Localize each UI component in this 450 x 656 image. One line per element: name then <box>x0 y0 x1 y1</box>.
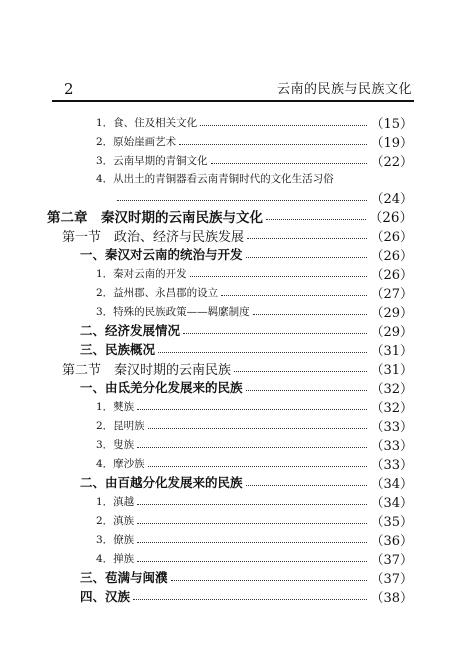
toc-subsection-label: 二、经济发展情况 <box>80 323 181 338</box>
toc-subsection-label: 四、汉族 <box>80 589 131 604</box>
toc-entry-page: （15） <box>370 116 413 132</box>
toc-entry-page: （19） <box>370 135 413 151</box>
dot-leader <box>148 428 368 429</box>
toc-entry-label: 2．原始崖画艺术 <box>96 135 177 148</box>
dot-leader <box>246 257 368 258</box>
toc-subsection-label: 二、由百越分化发展来的民族 <box>80 475 243 490</box>
dot-leader <box>246 485 368 486</box>
dot-leader <box>183 333 367 334</box>
dot-leader <box>200 125 367 126</box>
header-rule <box>52 100 414 102</box>
toc-section-label: 第二节 秦汉时期的云南民族 <box>62 362 232 378</box>
dot-leader <box>247 238 367 239</box>
toc-subsection-label: 一、秦汉对云南的统治与开发 <box>80 247 243 262</box>
toc-entry-label: 1．僰族 <box>96 400 135 413</box>
dot-leader <box>148 466 368 467</box>
dot-leader <box>246 390 368 391</box>
dot-leader <box>266 219 366 220</box>
toc-entry-page: （22） <box>370 154 413 170</box>
toc-entry-page: （37） <box>370 552 413 568</box>
toc-entry <box>96 301 413 321</box>
toc-entry-label: 1．滇越 <box>96 495 135 508</box>
toc-section <box>62 225 413 245</box>
toc-entry-label: 2．益州郡、永昌郡的设立 <box>96 286 219 299</box>
toc-chapter <box>47 206 413 226</box>
dot-leader <box>137 409 367 410</box>
page-header <box>52 80 414 98</box>
toc-entry-continuation <box>114 187 413 207</box>
toc-entry-page: （31） <box>370 362 413 378</box>
dot-leader <box>117 200 367 201</box>
toc-entry-label: 3．特殊的民族政策——羁縻制度 <box>96 305 250 318</box>
toc-entry-label: 4．摩沙族 <box>96 457 145 470</box>
toc-entry-label: 4．掸族 <box>96 552 135 565</box>
toc-entry-page: （34） <box>370 476 413 492</box>
toc-entry <box>96 150 413 170</box>
toc-entry-page: （27） <box>370 286 413 302</box>
toc-entry-page: （32） <box>370 400 413 416</box>
toc-entry-page: （26） <box>370 229 413 245</box>
page-number: 2 <box>64 80 74 98</box>
toc-entry-page: （37） <box>370 571 413 587</box>
running-title: 云南的民族与民族文化 <box>276 82 412 97</box>
dot-leader <box>179 144 367 145</box>
dot-leader <box>234 371 367 372</box>
toc-entry <box>96 453 413 473</box>
toc-entry <box>96 282 413 302</box>
toc-subsection-label: 一、由氐羌分化发展来的民族 <box>80 380 243 395</box>
toc-entry-page: （29） <box>370 305 413 321</box>
toc-entry-page: （36） <box>370 533 413 549</box>
toc-entry-page: （31） <box>370 343 413 359</box>
toc-entry-label: 4．从出土的青铜器看云南青铜时代的文化生活习俗 <box>96 172 334 185</box>
dot-leader <box>211 163 368 164</box>
dot-leader <box>137 561 367 562</box>
toc-entry-page: （35） <box>370 514 413 530</box>
dot-leader <box>171 580 368 581</box>
dot-leader <box>137 447 367 448</box>
toc-subsection <box>80 472 413 492</box>
dot-leader <box>221 295 367 296</box>
dot-leader <box>137 504 367 505</box>
toc-entry-label: 3．叟族 <box>96 438 135 451</box>
toc-subsection <box>80 586 413 606</box>
toc-entry-first-line <box>96 168 334 188</box>
toc-section <box>62 358 413 378</box>
toc-subsection <box>80 567 413 587</box>
toc-entry-page: （38） <box>370 590 413 606</box>
toc-entry-page: （26） <box>368 210 413 226</box>
dot-leader <box>253 314 368 315</box>
dot-leader <box>190 276 368 277</box>
toc-entry <box>96 131 413 151</box>
dot-leader <box>158 352 367 353</box>
toc-entry <box>96 396 413 416</box>
toc-entry-label: 3．僚族 <box>96 533 135 546</box>
toc-entry-label: 1．秦对云南的开发 <box>96 267 187 280</box>
toc-chapter-label: 第二章 秦汉时期的云南民族与文化 <box>47 210 263 226</box>
toc-entry <box>96 112 413 132</box>
toc-entry-page: （26） <box>370 248 413 264</box>
dot-leader <box>137 523 367 524</box>
toc-entry-page: （33） <box>370 438 413 454</box>
toc-entry-page: （33） <box>370 419 413 435</box>
toc-entry-page: （26） <box>370 267 413 283</box>
toc-entry-page: （29） <box>370 324 413 340</box>
toc-entry-label: 2．滇族 <box>96 514 135 527</box>
toc-entry <box>96 548 413 568</box>
toc-entry <box>96 529 413 549</box>
toc-subsection <box>80 377 413 397</box>
toc-section-label: 第一节 政治、经济与民族发展 <box>62 229 245 245</box>
toc-entry-label: 3．云南早期的青铜文化 <box>96 154 208 167</box>
toc-entry-label: 2．昆明族 <box>96 419 145 432</box>
toc-entry <box>96 415 413 435</box>
toc-entry-page: （34） <box>370 495 413 511</box>
dot-leader <box>133 599 367 600</box>
toc-entry <box>96 263 413 283</box>
toc-entry-page: （24） <box>370 191 413 207</box>
toc-entry <box>96 510 413 530</box>
toc-entry <box>96 434 413 454</box>
toc-subsection <box>80 339 413 359</box>
toc-entry <box>96 491 413 511</box>
dot-leader <box>137 542 367 543</box>
toc-subsection <box>80 320 413 340</box>
toc-entry-page: （33） <box>370 457 413 473</box>
toc-subsection-label: 三、民族概况 <box>80 342 156 357</box>
toc-subsection-label: 三、苞满与闽濮 <box>80 570 168 585</box>
toc-subsection <box>80 244 413 264</box>
toc-entry-label: 1．食、住及相关文化 <box>96 116 198 129</box>
toc-entry-page: （32） <box>370 381 413 397</box>
